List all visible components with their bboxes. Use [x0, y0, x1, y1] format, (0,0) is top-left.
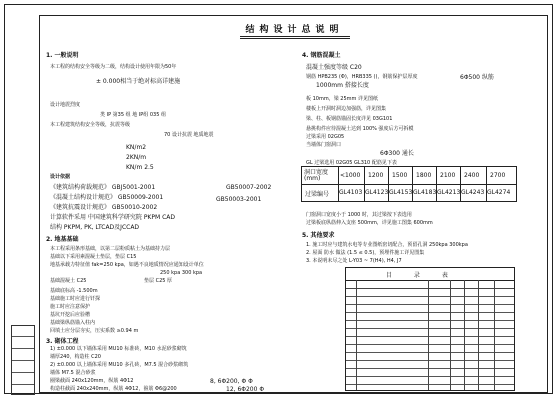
note-line: 圈梁截面 240x120mm，纵筋 4Φ12	[50, 378, 134, 384]
note-line: 楼板上开洞时洞边加强筋，详见图集	[306, 106, 387, 112]
code-line: GB50003-2001	[216, 196, 262, 203]
note-line: 12, 6Φ200 Φ	[226, 386, 265, 393]
lintel-table	[301, 166, 517, 202]
load-value: 2KN/m	[126, 154, 147, 161]
note-line: 过梁板底纵筋伸入支座 500mm，详见施工图集 600mm	[306, 220, 433, 226]
load-value: KN/m 2.5	[126, 164, 154, 171]
note-line: 垫层 C25 厚	[144, 278, 173, 284]
note-line: 施工时应注意保护	[50, 304, 91, 310]
table-cell: GL4123	[365, 189, 389, 196]
section-foundation: 2. 地基基础	[46, 236, 79, 243]
section-masonry: 3. 砌体工程	[46, 338, 79, 345]
table-col-header: 1200	[368, 172, 384, 179]
code-line: 《混凝土结构设计规范》 GB50009-2001	[50, 194, 164, 201]
note-line: 250 kpa 300 kpa	[160, 270, 203, 276]
note-line: 基础混凝土 C25	[50, 278, 87, 284]
note-line: 回填土应分层夯实，压实系数 ≥0.94 m	[50, 328, 139, 334]
note-line: 板 10mm，梁 25mm 详见图纸	[306, 96, 378, 102]
note-line: 本工程的结构安全等级为二级，结构设计使用年限为50年	[50, 64, 177, 70]
note-line: ± 0.000相当于绝对标高详建施	[96, 78, 181, 85]
section-concrete: 4. 钢筋混凝土	[302, 52, 341, 59]
table-col-header: 2400	[464, 172, 480, 179]
table-header-label: 洞口宽度 (mm)	[304, 169, 329, 182]
note-line: 悬挑构件应待混凝土达到 100% 强度后方可拆模	[306, 126, 414, 132]
table-cell: GL4243	[461, 189, 485, 196]
table-cell: GL4103	[339, 189, 363, 196]
note-line: 8, 6Φ200, Φ Φ	[210, 378, 253, 385]
note-line: 设计地震烈度	[50, 102, 81, 108]
table-cell: GL4213	[437, 189, 461, 196]
note-line: 本工程采用条形基础，以第二层粉质粘土为基础持力层	[50, 246, 171, 252]
note-line: 过梁采用 02G05	[306, 134, 345, 140]
table-cell: GL4274	[487, 189, 511, 196]
note-line: 1) ±0.000 以下墙体采用 MU10 标准砖，M10 水泥砂浆砌筑	[50, 346, 187, 352]
note-line: 2) ±0.000 以上墙体采用 MU10 多孔砖，M7.5 混合砂浆砌筑	[50, 362, 189, 368]
note-line: 梁、柱、板钢筋锚固长度详见 03G101	[306, 116, 393, 122]
software-line: 结构 PKPM, PK, LTCAD及JCCAD	[50, 224, 140, 231]
note-line: 钢筋 HPB235 (Φ)，HRB335 ()，钢筋保护层厚度	[306, 74, 418, 80]
title-block	[11, 325, 35, 395]
table-cell: GL4183	[413, 189, 437, 196]
note-line: 地基承载力特征值 fak=250 kpa，如遇不良地质情况应通知设计单位	[50, 262, 204, 268]
note-line: 基础施工时应进行钎探	[50, 296, 101, 302]
drawing-title: 结构设计总说明	[245, 25, 344, 35]
note-line: 构造柱截面 240x240mm，纵筋 4Φ12，箍筋 Φ6@200	[50, 386, 177, 392]
table-cell: GL4153	[389, 189, 413, 196]
note-line: 本工程建筑结构安全等级，抗震等级	[50, 122, 131, 128]
note-line: 3. 本说明未尽之处 L-Y03 ~ 7(H4), H4, J7	[306, 258, 402, 264]
code-line: 《建筑抗震设计规范》 GB50010-2002	[50, 204, 158, 211]
note-line: 基坑开挖后应验槽	[50, 312, 91, 318]
note-line: 1000mm 搭接长度	[316, 82, 369, 89]
note-line: 类 IP 第35 组 地 IP组 035 组	[100, 112, 167, 118]
note-line: 基础底标高 -1.500m	[50, 288, 98, 294]
table-col-header: 2100	[440, 172, 456, 179]
code-line: GB50007-2002	[226, 184, 272, 191]
note-line: 基础以下采用素混凝土垫层，垫层 C15	[50, 254, 137, 260]
note-line: 2. 屋面 防水 做法 (1.5 ≤ 0.5)，预埋件施工详见图集	[306, 250, 425, 256]
note-line: 墙厚240，构造柱 C20	[50, 354, 101, 360]
software-line: 计算软件采用 中国建筑科学研究院 PKPM CAD	[50, 214, 175, 221]
note-line: 门窗洞口宽度小于 1000 时，其过梁按下表选用	[306, 212, 412, 218]
note-line: 混凝土强度等级 C20	[306, 64, 362, 71]
note-line: 墙体 M7.5 混合砂浆	[50, 370, 96, 376]
note-line: 70 设计抗震 地质地震	[164, 132, 214, 138]
note-line: 1. 施工时应与建筑水电等专业图纸密切配合，预留孔洞 250kpa 300kpa	[306, 242, 468, 248]
codes-heading: 设计依据	[50, 174, 71, 180]
index-title: 目 录 表	[386, 272, 458, 279]
drawing-sheet	[4, 4, 553, 394]
table-col-header: <1000	[340, 172, 361, 179]
code-line: 《建筑结构荷载规范》 GBJ5001-2001	[50, 184, 156, 191]
section-general: 1. 一般说明	[46, 52, 79, 59]
table-col-header: 2700	[490, 172, 506, 179]
table-col-header: 1500	[392, 172, 408, 179]
note-line: 6Φ300 通长	[380, 150, 414, 157]
note-line: 当墙体门窗洞口	[306, 142, 342, 148]
section-other: 5. 其他要求	[302, 232, 335, 239]
note-line: 基础梁纵筋锚入柱内	[50, 320, 96, 326]
table-row-label: 过梁编号	[305, 191, 330, 198]
note-line: GL 过梁选用 02G05 GL310 配筋见下表	[306, 160, 397, 166]
note-line: 6Φ500 纵筋	[460, 74, 494, 81]
table-col-header: 1800	[416, 172, 432, 179]
load-value: KN/m2	[126, 144, 147, 151]
drawing-index-table	[345, 267, 515, 391]
